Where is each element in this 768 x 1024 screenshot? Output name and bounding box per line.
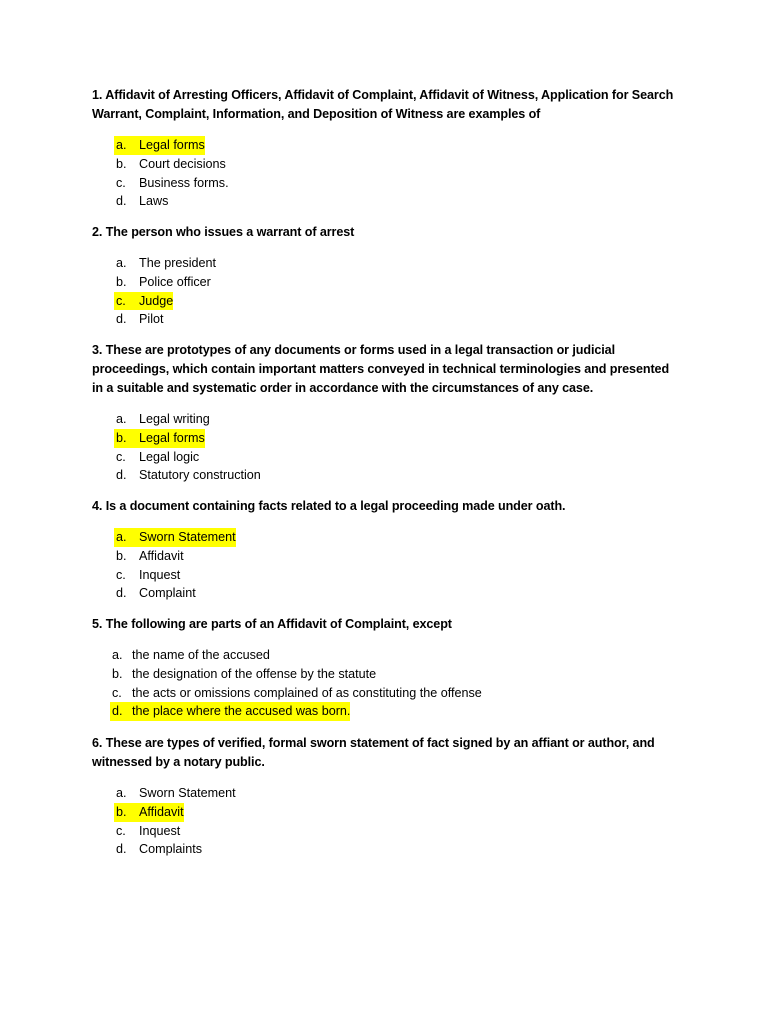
question-2 [92, 223, 682, 329]
option-letter: c. [116, 823, 126, 838]
option-letter: d. [116, 468, 127, 483]
answer-option [92, 466, 682, 485]
answer-option [92, 646, 682, 665]
option-letter: d. [116, 312, 127, 327]
option-text: Complaint [139, 586, 196, 601]
option-letter: d. [110, 702, 132, 721]
option-letter: c. [114, 292, 139, 311]
option-letter: b. [114, 429, 139, 448]
question-prompt: 6. These are types of verified, formal sworn statement of fact signed by an affiant or author, and witnessed by a notary public. [92, 736, 655, 769]
answer-option [92, 584, 682, 603]
option-letter: d. [116, 194, 127, 209]
answer-option [92, 528, 682, 547]
answer-option [92, 136, 682, 155]
option-text: the designation of the offense by the statute [132, 666, 377, 681]
option-text: Sworn Statement [139, 786, 236, 800]
question-6 [92, 734, 682, 859]
option-text: Legal forms [139, 136, 205, 155]
answer-option [92, 665, 682, 684]
answer-option [92, 273, 682, 292]
question-3 [92, 341, 682, 485]
answer-options [92, 646, 682, 721]
answer-option [92, 784, 682, 803]
option-letter: a. [114, 136, 139, 155]
question-4 [92, 497, 682, 603]
option-text: Court decisions [139, 156, 226, 171]
option-text: Inquest [139, 823, 181, 838]
option-letter: b. [114, 803, 139, 822]
question-5 [92, 615, 682, 721]
option-letter: a. [116, 256, 127, 270]
option-letter: a. [114, 528, 139, 547]
question-1 [92, 86, 682, 211]
option-letter: b. [116, 274, 127, 289]
answer-option [92, 310, 682, 329]
option-text: Judge [139, 292, 173, 311]
question-prompt: 3. These are prototypes of any documents or forms used in a legal transaction or judicial proceedings, which contain important matters conveyed in technical terminologies and presented in a suitable and systematic order in accordance with the circumstances of any case. [92, 343, 670, 395]
option-text: Legal logic [139, 449, 200, 464]
option-text: Pilot [139, 312, 164, 327]
answer-options [92, 528, 682, 603]
option-text: Legal writing [139, 412, 210, 426]
option-text: Business forms. [139, 175, 229, 190]
option-letter: a. [112, 648, 123, 662]
option-text: Police officer [139, 274, 211, 289]
question-prompt: 2. The person who issues a warrant of arrest [92, 225, 355, 239]
option-text: Sworn Statement [139, 528, 236, 547]
answer-option [92, 448, 682, 467]
option-letter: d. [116, 842, 127, 857]
question-prompt: 4. Is a document containing facts related to a legal proceeding made under oath. [92, 499, 566, 513]
answer-option [92, 803, 682, 822]
answer-option [92, 410, 682, 429]
option-text: the acts or omissions complained of as constituting the offense [132, 685, 482, 700]
answer-option [92, 684, 682, 703]
answer-options [92, 254, 682, 329]
option-letter: b. [116, 156, 127, 171]
answer-option [92, 429, 682, 448]
answer-option [92, 566, 682, 585]
option-text: Affidavit [139, 548, 184, 563]
option-letter: c. [112, 685, 122, 700]
option-text: the place where the accused was born. [132, 702, 350, 721]
question-prompt: 5. The following are parts of an Affidavit of Complaint, except [92, 617, 452, 631]
option-text: Legal forms [139, 429, 205, 448]
question-prompt: 1. Affidavit of Arresting Officers, Affidavit of Complaint, Affidavit of Witness, Application for Search Warrant, Complaint, Information, and Deposition of Witness are examples of [92, 88, 674, 121]
option-letter: a. [116, 786, 127, 800]
option-letter: d. [116, 586, 127, 601]
answer-options [92, 410, 682, 485]
option-text: The president [139, 256, 217, 270]
option-text: Statutory construction [139, 468, 261, 483]
answer-options [92, 784, 682, 859]
answer-option [92, 192, 682, 211]
option-text: Affidavit [139, 803, 184, 822]
option-letter: a. [116, 412, 127, 426]
option-text: the name of the accused [132, 648, 270, 662]
answer-option [92, 547, 682, 566]
option-letter: c. [116, 567, 126, 582]
option-text: Laws [139, 194, 169, 209]
answer-option [92, 254, 682, 273]
answer-option [92, 174, 682, 193]
answer-option [92, 702, 682, 721]
answer-option [92, 840, 682, 859]
answer-option [92, 292, 682, 311]
answer-options [92, 136, 682, 211]
answer-option [92, 155, 682, 174]
option-letter: c. [116, 175, 126, 190]
option-text: Complaints [139, 842, 202, 857]
option-text: Inquest [139, 567, 181, 582]
option-letter: c. [116, 449, 126, 464]
option-letter: b. [112, 666, 123, 681]
option-letter: b. [116, 548, 127, 563]
answer-option [92, 822, 682, 841]
